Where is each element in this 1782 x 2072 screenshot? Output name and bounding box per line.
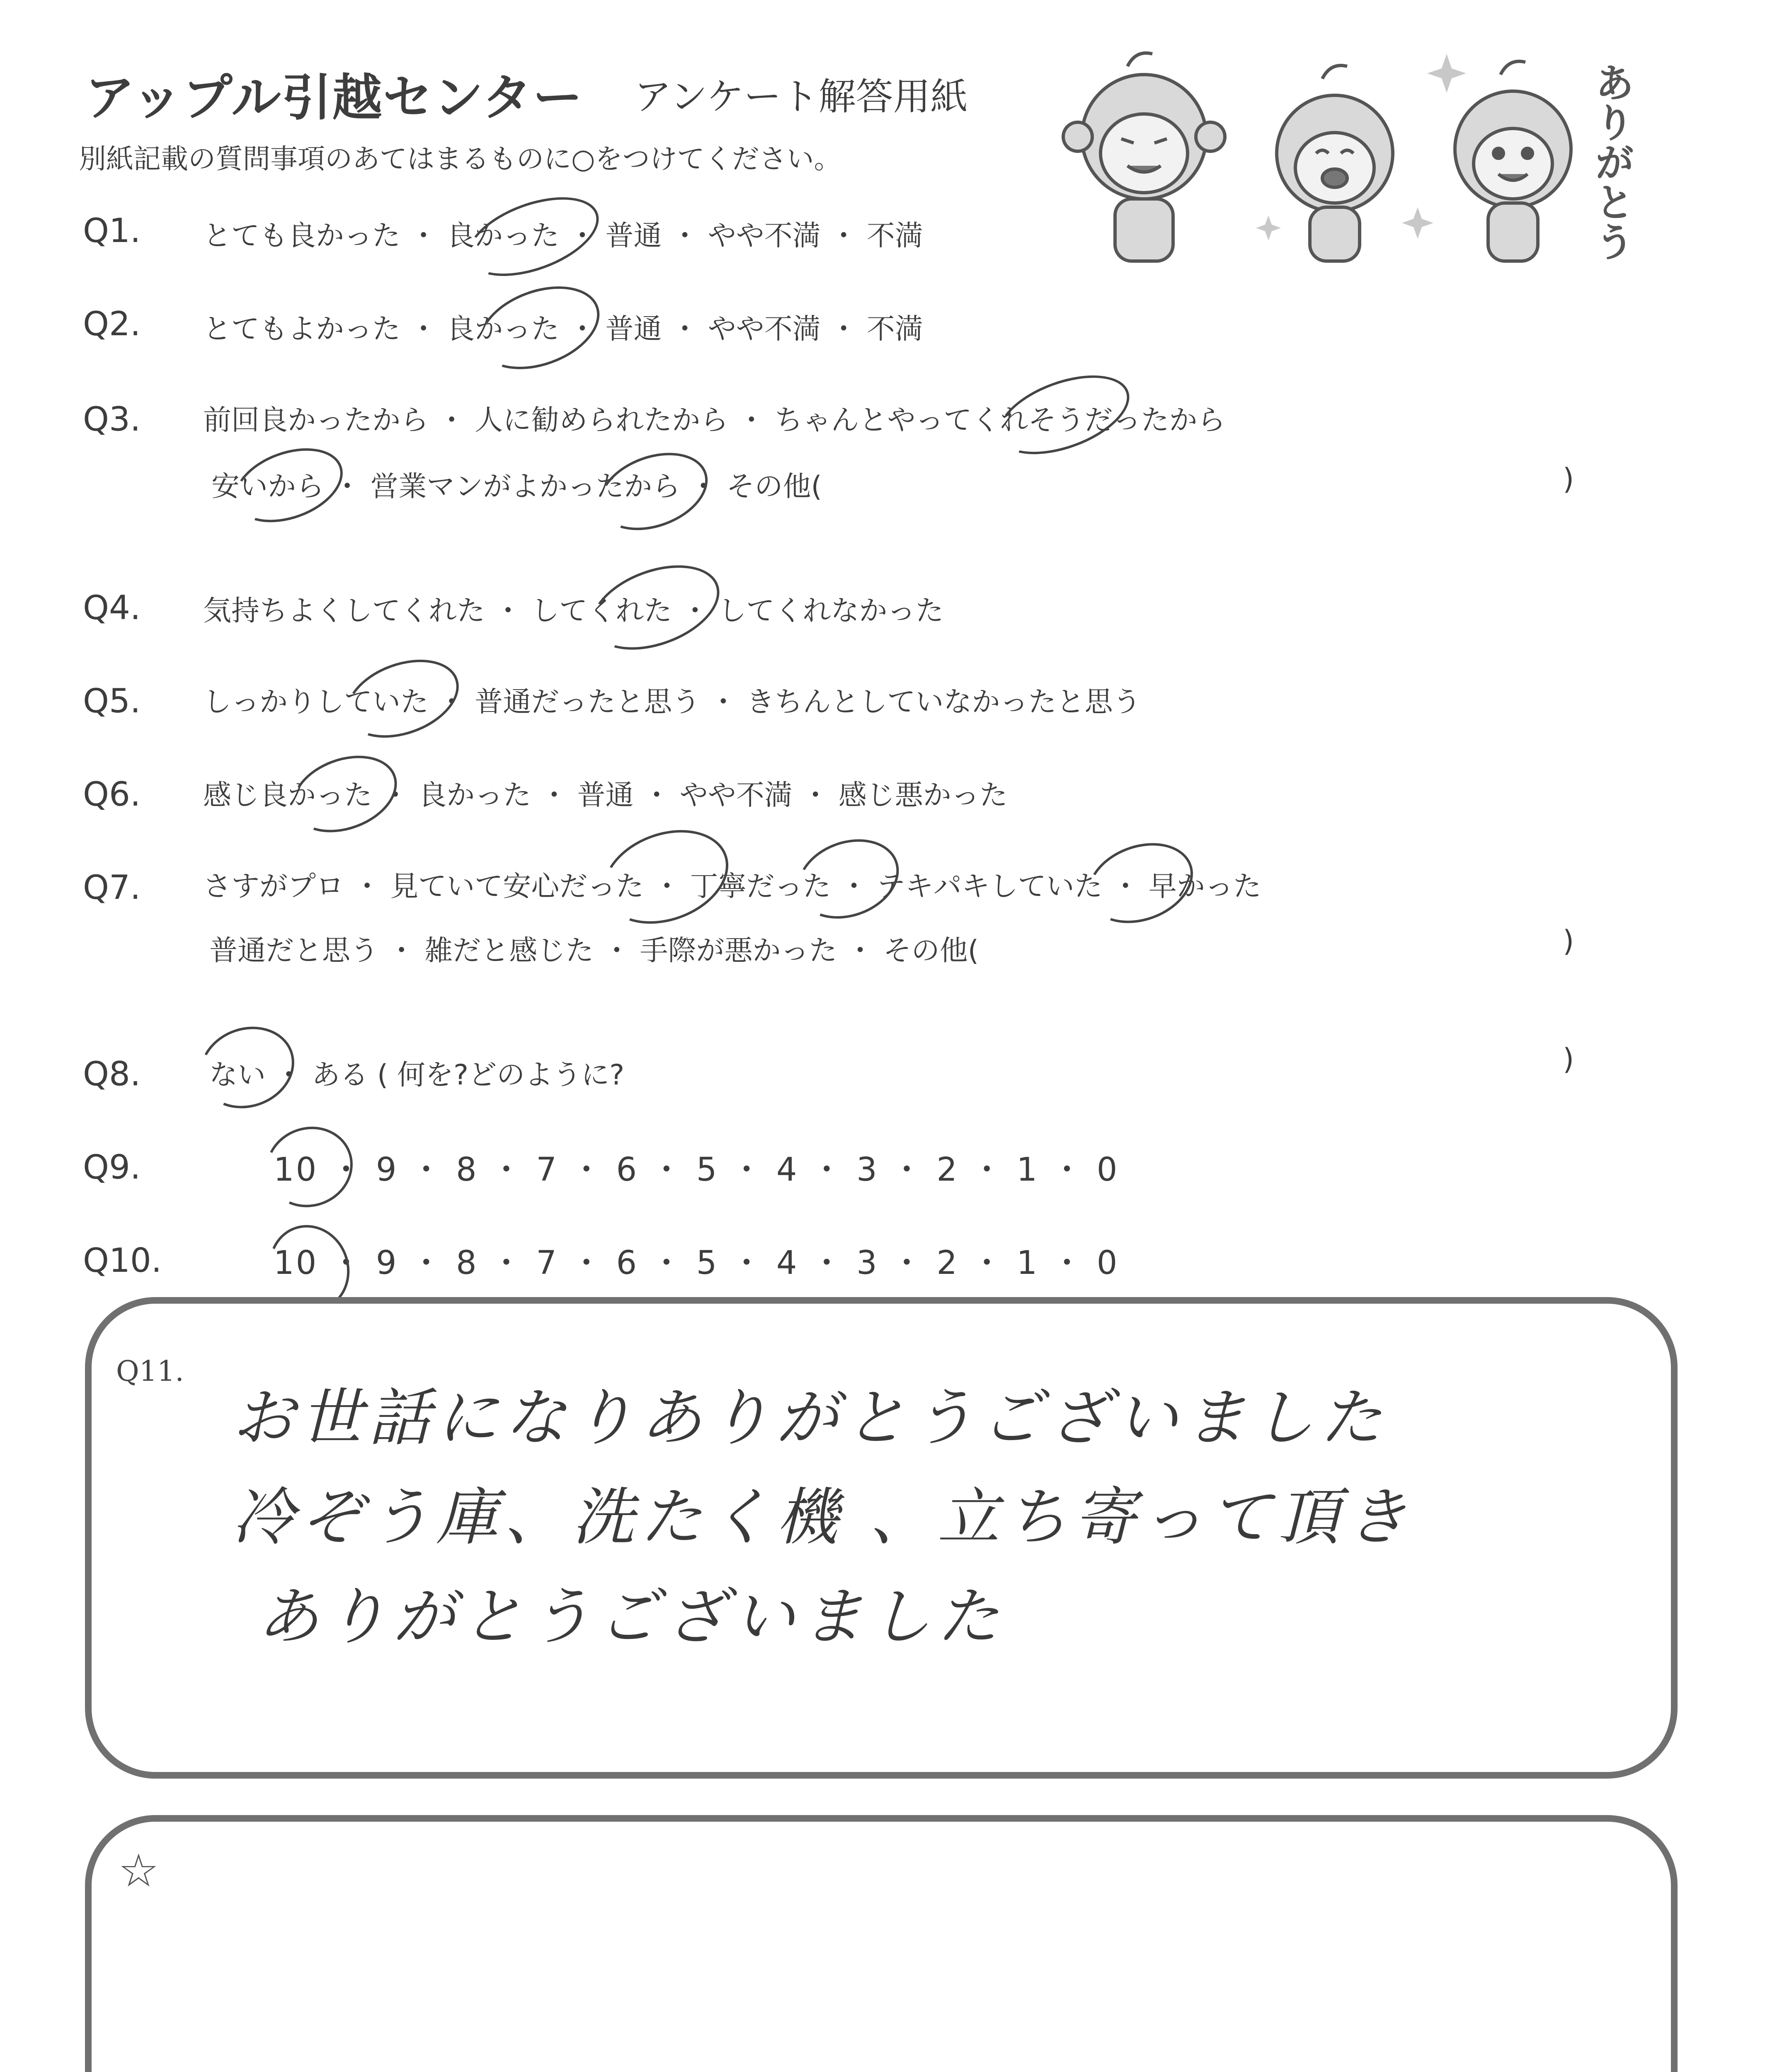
question-label-q7: Q7. — [83, 868, 141, 907]
answer-circle-q6 — [281, 742, 407, 846]
question-options-q5: しっかりしていた ・ 普通だったと思う ・ きちんとしていなかったと思う — [203, 686, 1141, 719]
question-label-q3: Q3. — [83, 400, 141, 438]
paren-close-q8: ) — [1563, 1042, 1574, 1076]
handwritten-comment-line-2: 冷ぞう庫、洗たく機 、立ち寄って頂き — [232, 1481, 1413, 1554]
question-label-q4: Q4. — [83, 588, 141, 627]
question-label-q2: Q2. — [83, 305, 141, 343]
answer-circle-q3-a — [987, 360, 1140, 470]
question-label-q5: Q5. — [83, 682, 141, 720]
question-label-q1: Q1. — [83, 211, 141, 250]
answer-circle-q3-c — [588, 439, 718, 545]
answer-circle-q7-a — [590, 813, 742, 940]
mascot-illustration — [1061, 41, 1641, 274]
handwritten-comment-line-1: お世話になりありがとうございました — [232, 1382, 1388, 1454]
answer-circle-q4 — [580, 549, 731, 666]
question-options-q8: ない ・ ある ( 何を?どのように? — [209, 1059, 625, 1092]
brand-title: アップル引越センター — [85, 69, 583, 127]
question-options-q7-line2: 普通だと思う ・ 雑だと感じた ・ 手際が悪かった ・ その他( — [209, 934, 979, 967]
answer-circle-q1 — [457, 182, 609, 292]
handwritten-comment-line-3: ありがとうございました — [257, 1581, 1005, 1653]
instruction-text: 別紙記載の質問事項のあてはまるものに○をつけてください。 — [79, 143, 841, 175]
answer-circle-q8 — [188, 1014, 306, 1121]
paren-close-q7: ) — [1563, 924, 1574, 958]
paren-close-q3: ) — [1563, 462, 1574, 496]
answer-circle-q3-b — [224, 434, 353, 536]
answer-circle-q5 — [335, 645, 470, 752]
question-options-q3-line2: 安いから ・ 営業マンがよかったから ・ その他( — [211, 470, 822, 503]
answer-circle-q7-c — [1076, 829, 1204, 937]
star-icon: ☆ — [118, 1844, 159, 1897]
question-options-q2: とてもよかった ・ 良かった ・ 普通 ・ やや不満 ・ 不満 — [203, 313, 923, 346]
rating-scale-q9: 10 ・ 9 ・ 8 ・ 7 ・ 6 ・ 5 ・ 4 ・ 3 ・ 2 ・ 1 ・ 0 — [274, 1151, 1119, 1188]
staff-notes-box — [85, 1815, 1678, 2072]
question-label-q6: Q6. — [83, 775, 141, 813]
question-options-q4: 気持ちよくしてくれた ・ してくれた ・ してくれなかった — [203, 595, 944, 627]
answer-circle-q2 — [468, 271, 611, 385]
answer-circle-q7-b — [786, 825, 910, 932]
rating-scale-q10: 10 ・ 9 ・ 8 ・ 7 ・ 6 ・ 5 ・ 4 ・ 3 ・ 2 ・ 1 ・ 0 — [274, 1244, 1119, 1282]
question-options-q1: とても良かった ・ 良かった ・ 普通 ・ やや不満 ・ 不満 — [203, 220, 923, 252]
question-options-q3-line1: 前回良かったから ・ 人に勧められたから ・ ちゃんとやってくれそうだったから — [203, 404, 1226, 437]
question-options-q6: 感じ良かった ・ 良かった ・ 普通 ・ やや不満 ・ 感じ悪かった — [203, 779, 1008, 812]
form-subtitle: アンケート解答用紙 — [634, 75, 968, 119]
thanks-decoration-text: ありがとう — [1588, 62, 1635, 261]
question-label-q9: Q9. — [83, 1148, 141, 1186]
question-label-q10: Q10. — [83, 1241, 162, 1280]
comment-label-q11: Q11. — [116, 1355, 184, 1388]
question-options-q7-line1: さすがプロ ・ 見ていて安心だった ・ 丁寧だった ・ テキパキしていた ・ 早かった — [203, 870, 1261, 903]
question-label-q8: Q8. — [83, 1055, 141, 1093]
answer-circle-q9 — [255, 1115, 364, 1220]
